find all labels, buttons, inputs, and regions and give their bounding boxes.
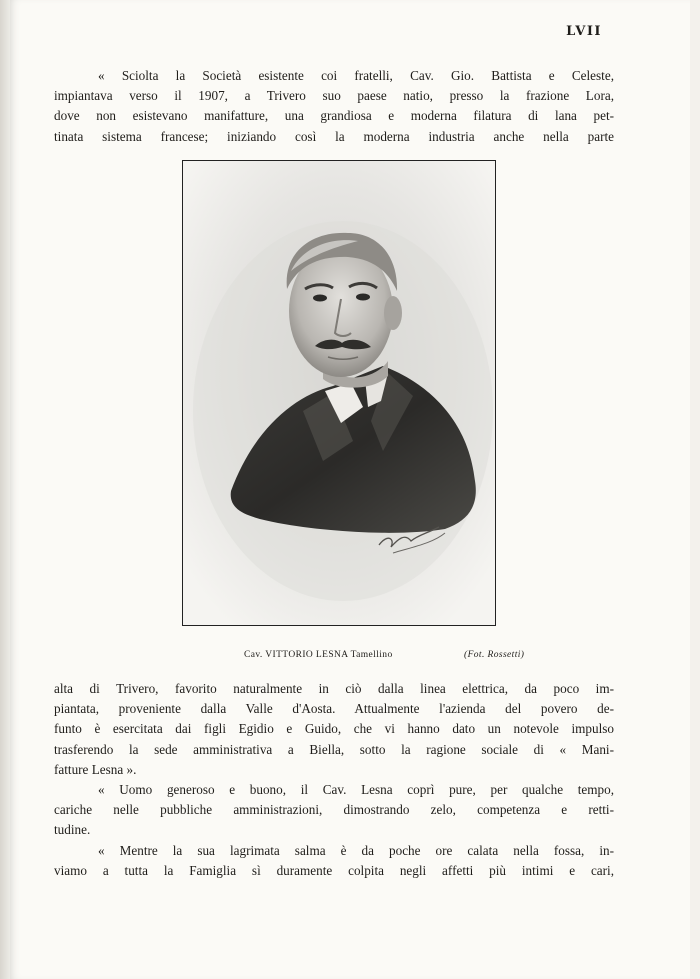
- text-line: tinata sistema francese; iniziando così la moderna industria anche nella parte: [54, 128, 614, 144]
- text-line: piantata, proveniente dalla Valle d'Aosta. Attualmente l'azienda del povero de-: [54, 701, 614, 717]
- portrait-photograph: [182, 160, 496, 626]
- paragraph-bottom: [54, 679, 614, 881]
- paragraph-top: [54, 66, 614, 147]
- text-line: funto è esercitata dai figli Egidio e Guido, che vi hanno dato un notevole impulso: [54, 721, 614, 737]
- text-line: cariche nelle pubbliche amministrazioni, dimostrando zelo, competenza e retti-: [54, 802, 614, 818]
- page-number: LVII: [566, 24, 602, 39]
- page-gutter: [0, 0, 10, 979]
- text-line: alta di Trivero, favorito naturalmente in ciò dalla linea elettrica, da poco im-: [54, 681, 614, 696]
- text-line: viamo a tutta la Famiglia sì duramente colpita negli affetti più intimi e cari,: [54, 862, 614, 878]
- portrait-image: [183, 161, 495, 625]
- text-line: impiantava verso il 1907, a Trivero suo paese natio, presso la frazione Lora,: [54, 88, 614, 104]
- text-line: dove non esistevano manifatture, una grandiosa e moderna filatura di lana pet-: [54, 108, 614, 124]
- book-page: [10, 0, 690, 979]
- caption-name: Cav. VITTORIO LESNA Tamellino: [244, 650, 393, 660]
- text-line: trasferendo la sede amministrativa a Biella, sotto la ragione sociale di « Mani-: [54, 741, 614, 757]
- text-line: fatture Lesna ».: [54, 761, 137, 777]
- text-line: « Mentre la sua lagrimata salma è da poche ore calata nella fossa, in-: [98, 842, 614, 858]
- text-line: « Sciolta la Società esistente coi fratelli, Cav. Gio. Battista e Celeste,: [98, 68, 614, 83]
- text-line: « Uomo generoso e buono, il Cav. Lesna coprì pure, per qualche tempo,: [98, 782, 614, 798]
- text-line: tudine.: [54, 822, 91, 838]
- caption-credit: (Fot. Rossetti): [464, 650, 525, 660]
